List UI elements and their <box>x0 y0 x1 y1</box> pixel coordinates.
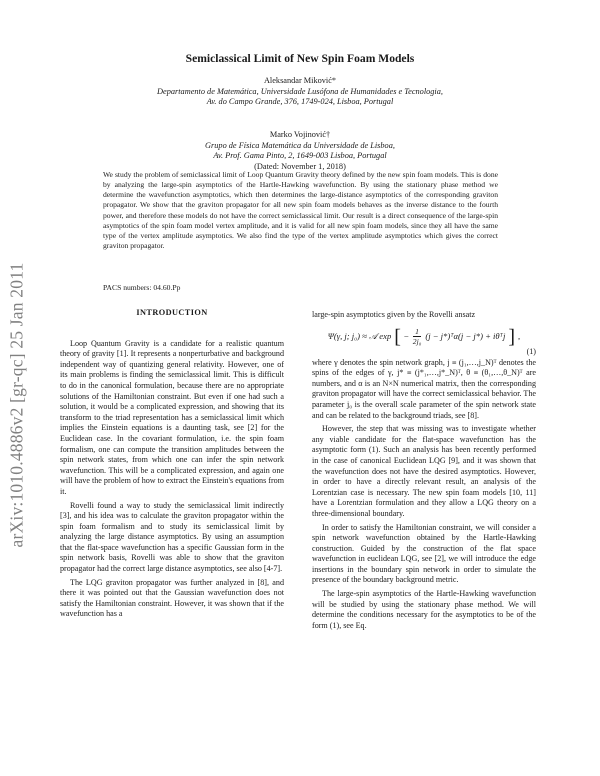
paragraph: The large-spin asymptotics of the Hartle-Hawking wavefunction will be studied by using the stationary phase method. We will determine the conditions necessary for the asymptotics to be of the form (1), see Eq. <box>312 589 536 630</box>
fraction-denominator: 2j₀ <box>412 337 422 347</box>
arxiv-stamp <box>6 0 28 776</box>
author-block-1 <box>60 76 540 108</box>
affiliation-line: Departamento de Matemática, Universidade Lusófona de Humanidades e Tecnologia, <box>157 86 443 96</box>
equation-lhs: Ψ(γ, j; j₀) ≈ 𝒜 exp <box>327 331 392 342</box>
right-bracket: ] <box>508 325 516 348</box>
fraction-numerator: 1 <box>415 327 419 337</box>
paragraph: large-spin asymptotics given by the Rovelli ansatz <box>312 310 476 319</box>
author-name: Aleksandar Miković* <box>263 76 337 85</box>
abstract: We study the problem of semiclassical limit of Loop Quantum Gravity theory defined by the new spin foam models. This is done by analyzing the large-spin asymptotics of the Hartle-Hawking wavefunction. By using the stationary phase method we determine the wavefunction asymptotics, which then determines the large-distance asymptotics of the corresponding graviton propagator. We show that the graviton propagator for all new spin foam models behaves as the inverse distance to the fourth power, and therefore these models do not have the correct semiclassical limit. Our result is a direct consequence of the large-spin asymptotics of the spin foam model vertex amplitude, and it is valid for all new spin foam models, since they all have the same type of the vertex amplitude asymptotics. We also find the type of the vertex amplitude asymptotics which gives the correct graviton propagator. <box>103 170 498 251</box>
equation-rhs: (j − j*)ᵀα(j − j*) + iθᵀj <box>425 331 506 342</box>
equation-fraction <box>413 327 422 346</box>
paragraph: where γ denotes the spin network graph, j ≡ (j₁,…,j_N)ᵀ denotes the spins of the edges of γ, j* ≡ (j*₁,…,j*_N)ᵀ, θ ≡ (θ₁,…,θ_N)ᵀ are numbers, and α is an N×N numerical matrix, then the corresponding graviton propagator will have the correct semiclassical behavior. The parameter j₀ is the overall scale parameter of the spin network state and can be related to the background triads, see [8]. <box>312 357 536 420</box>
equation-number: (1) <box>526 346 536 356</box>
paragraph: Rovelli found a way to study the semiclassical limit indirectly [3], and his idea was to calculate the graviton propagator within the spin foam formalism and to study its semiclassical limit by analyzing the large distance asymptotics. By using an assumption that the flat-space wavefunction has a specific Gaussian form in the spin network basis, Rovelli was able to show that the graviton propagator had the correct large distance asymptotics, see also [4-7]. <box>60 500 284 574</box>
paragraph: Loop Quantum Gravity is a candidate for a realistic quantum theory of gravity [1]. It represents a nonperturbative and background independent way of quantizing general relativity. However, one of its main problems is finding the semiclassical limit. This is difficult to do in the canonical formulation, because there are no appropriate solutions of the Hamiltonian constraint. But even if one had such a solution, it would be a complicated expression, and showing that its transform to the triad representation has a semiclassical limit which implies the Einstein equations is a daunting task, see [2] for the Euclidean case. In the covariant formulation, i.e. the spin foam formalism, one can compute the transition amplitudes between the spin network states, from which one can infer the spin network wavefunction. This will be a complicated expression, and again one will have the problem of how to extract the Einstein's equations from it. <box>60 338 284 496</box>
dated-line: (Dated: November 1, 2018) <box>254 161 346 171</box>
arxiv-stamp-text: arXiv:1010.4886v2 [gr-qc] 25 Jan 2011 <box>6 262 27 548</box>
paragraph: However, the step that was missing was to investigate whether any viable candidate for the flat-space wavefunction has the asymptotic form (1). Such an analysis has been recently performed in the case of canonical Euclidean LQG [9], and it was shown that the wavefunction does not have the desired asymptotics. However, in order to have a directly relevant result, an analysis of the Lorentzian case is necessary. The new spin foam models [10, 11] have a Lorentzian formulation and they allow a LQG theory on a three-dimensional boundary. <box>312 424 536 518</box>
affiliation-line: Av. Prof. Gama Pinto, 2, 1649-003 Lisboa, Portugal <box>213 151 387 161</box>
section-heading: INTRODUCTION <box>136 308 208 317</box>
left-column <box>60 308 284 623</box>
affiliation-line: Grupo de Física Matemática da Universidade de Lisboa, <box>205 140 395 150</box>
paper-title: Semiclassical Limit of New Spin Foam Models <box>185 52 415 65</box>
author-block-2 <box>60 130 540 172</box>
paragraph: The LQG graviton propagator was further analyzed in [8], and there it was pointed out that the Gaussian wavefunction does not satisfy the Hamiltonian constraint. However, it was shown that if the wavefunction has a <box>60 577 284 619</box>
equation-1: Ψ(γ, j; j₀) ≈ 𝒜 exp [ − $\frac{1}{\text{2j₀}}$ (j − j*)ᵀα(j − j*) + iθᵀj ] , <box>327 325 521 348</box>
right-column <box>312 310 536 634</box>
affiliation-line: Av. do Campo Grande, 376, 1749-024, Lisboa, Portugal <box>206 97 394 107</box>
pacs-numbers: PACS numbers: 04.60.Pp <box>103 283 181 292</box>
paragraph: In order to satisfy the Hamiltonian constraint, we will consider a spin network wavefunction obtained by the Hartle-Hawking construction. Guided by the construction of the flat space wavefunction in euclidean LQG, see [2], we will introduce the edge insertions in the boundary spin network in order to simulate the presence of the boundary background metric. <box>312 522 536 585</box>
left-bracket: [ <box>394 325 401 348</box>
author-name: Marko Vojinović† <box>269 130 331 139</box>
